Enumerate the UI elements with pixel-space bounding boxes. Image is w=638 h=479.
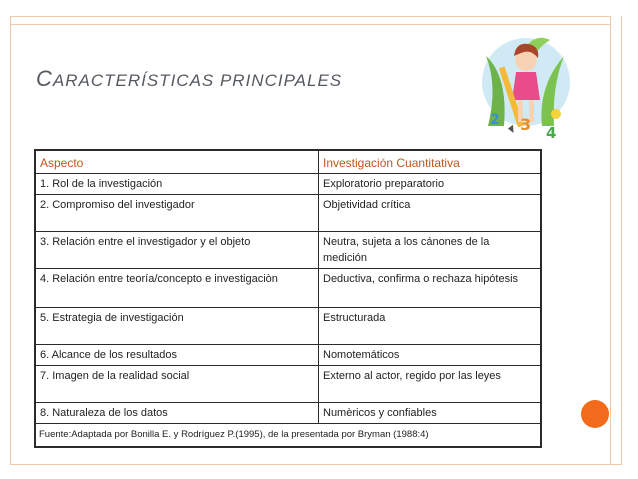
table-cell-aspect: 7. Imagen de la realidad social	[36, 366, 319, 403]
table-header-row	[36, 151, 541, 174]
table-cell-aspect: 2. Compromiso del investigador	[36, 195, 319, 232]
table-cell-value: Neutra, sujeta a los cánones de la medición	[319, 232, 541, 269]
table-cell-aspect: 6. Alcance de los resultados	[36, 345, 319, 366]
slide-title	[36, 66, 342, 92]
characteristics-table	[34, 149, 542, 448]
orange-circle-decoration	[581, 400, 609, 428]
slide-frame-top	[10, 16, 610, 17]
slide-title-rest: ARACTERÍSTICAS PRINCIPALES	[52, 71, 343, 90]
table-source-note: Fuente:Adaptada por Bonilla E. y Rodríguez P.(1995), de la presentada por Bryman (1988:4)	[36, 424, 541, 447]
slide-title-initial: C	[36, 66, 53, 91]
table-cell-value: Deductiva, confirma o rechaza hipótesis	[319, 269, 541, 308]
table-header-aspecto: Aspecto	[36, 151, 319, 174]
table-cell-aspect: 3. Relación entre el investigador y el objeto	[36, 232, 319, 269]
table-cell-value: Objetividad crítica	[319, 195, 541, 232]
table-row	[36, 174, 541, 195]
table-cell-value: Numèricos y confiables	[319, 403, 541, 424]
table-source-row	[36, 424, 541, 447]
table-row	[36, 308, 541, 345]
illustration-number: 4	[546, 124, 557, 142]
table-row	[36, 195, 541, 232]
table-cell-value: Estructurada	[319, 308, 541, 345]
table-cell-aspect: 1. Rol de la investigación	[36, 174, 319, 195]
table-row	[36, 403, 541, 424]
table-row	[36, 269, 541, 308]
table-cell-aspect: 8. Naturaleza de los datos	[36, 403, 319, 424]
slide-frame-right	[610, 16, 611, 464]
table-row	[36, 232, 541, 269]
slide-frame-right-outer	[621, 16, 622, 464]
table-row	[36, 366, 541, 403]
illustration-number: 2	[490, 112, 500, 128]
table-cell-value: Nomotemáticos	[319, 345, 541, 366]
slide-frame-left	[10, 16, 11, 464]
slide-frame-top-inner	[10, 24, 610, 25]
table-cell-aspect: 5. Estrategia de investigación	[36, 308, 319, 345]
table-header-cuantitativa: Investigación Cuantitativa	[319, 151, 541, 174]
slide-frame-bottom	[10, 464, 622, 465]
table-cell-value: Exploratorio preparatorio	[319, 174, 541, 195]
illustration-number: 3	[520, 115, 532, 134]
table-cell-aspect: 4. Relación entre teoría/concepto e investigaciòn	[36, 269, 319, 308]
table-cell-value: Externo al actor, regido por las leyes	[319, 366, 541, 403]
table-row	[36, 345, 541, 366]
girl-with-pencil-and-numbers-icon	[468, 26, 574, 144]
